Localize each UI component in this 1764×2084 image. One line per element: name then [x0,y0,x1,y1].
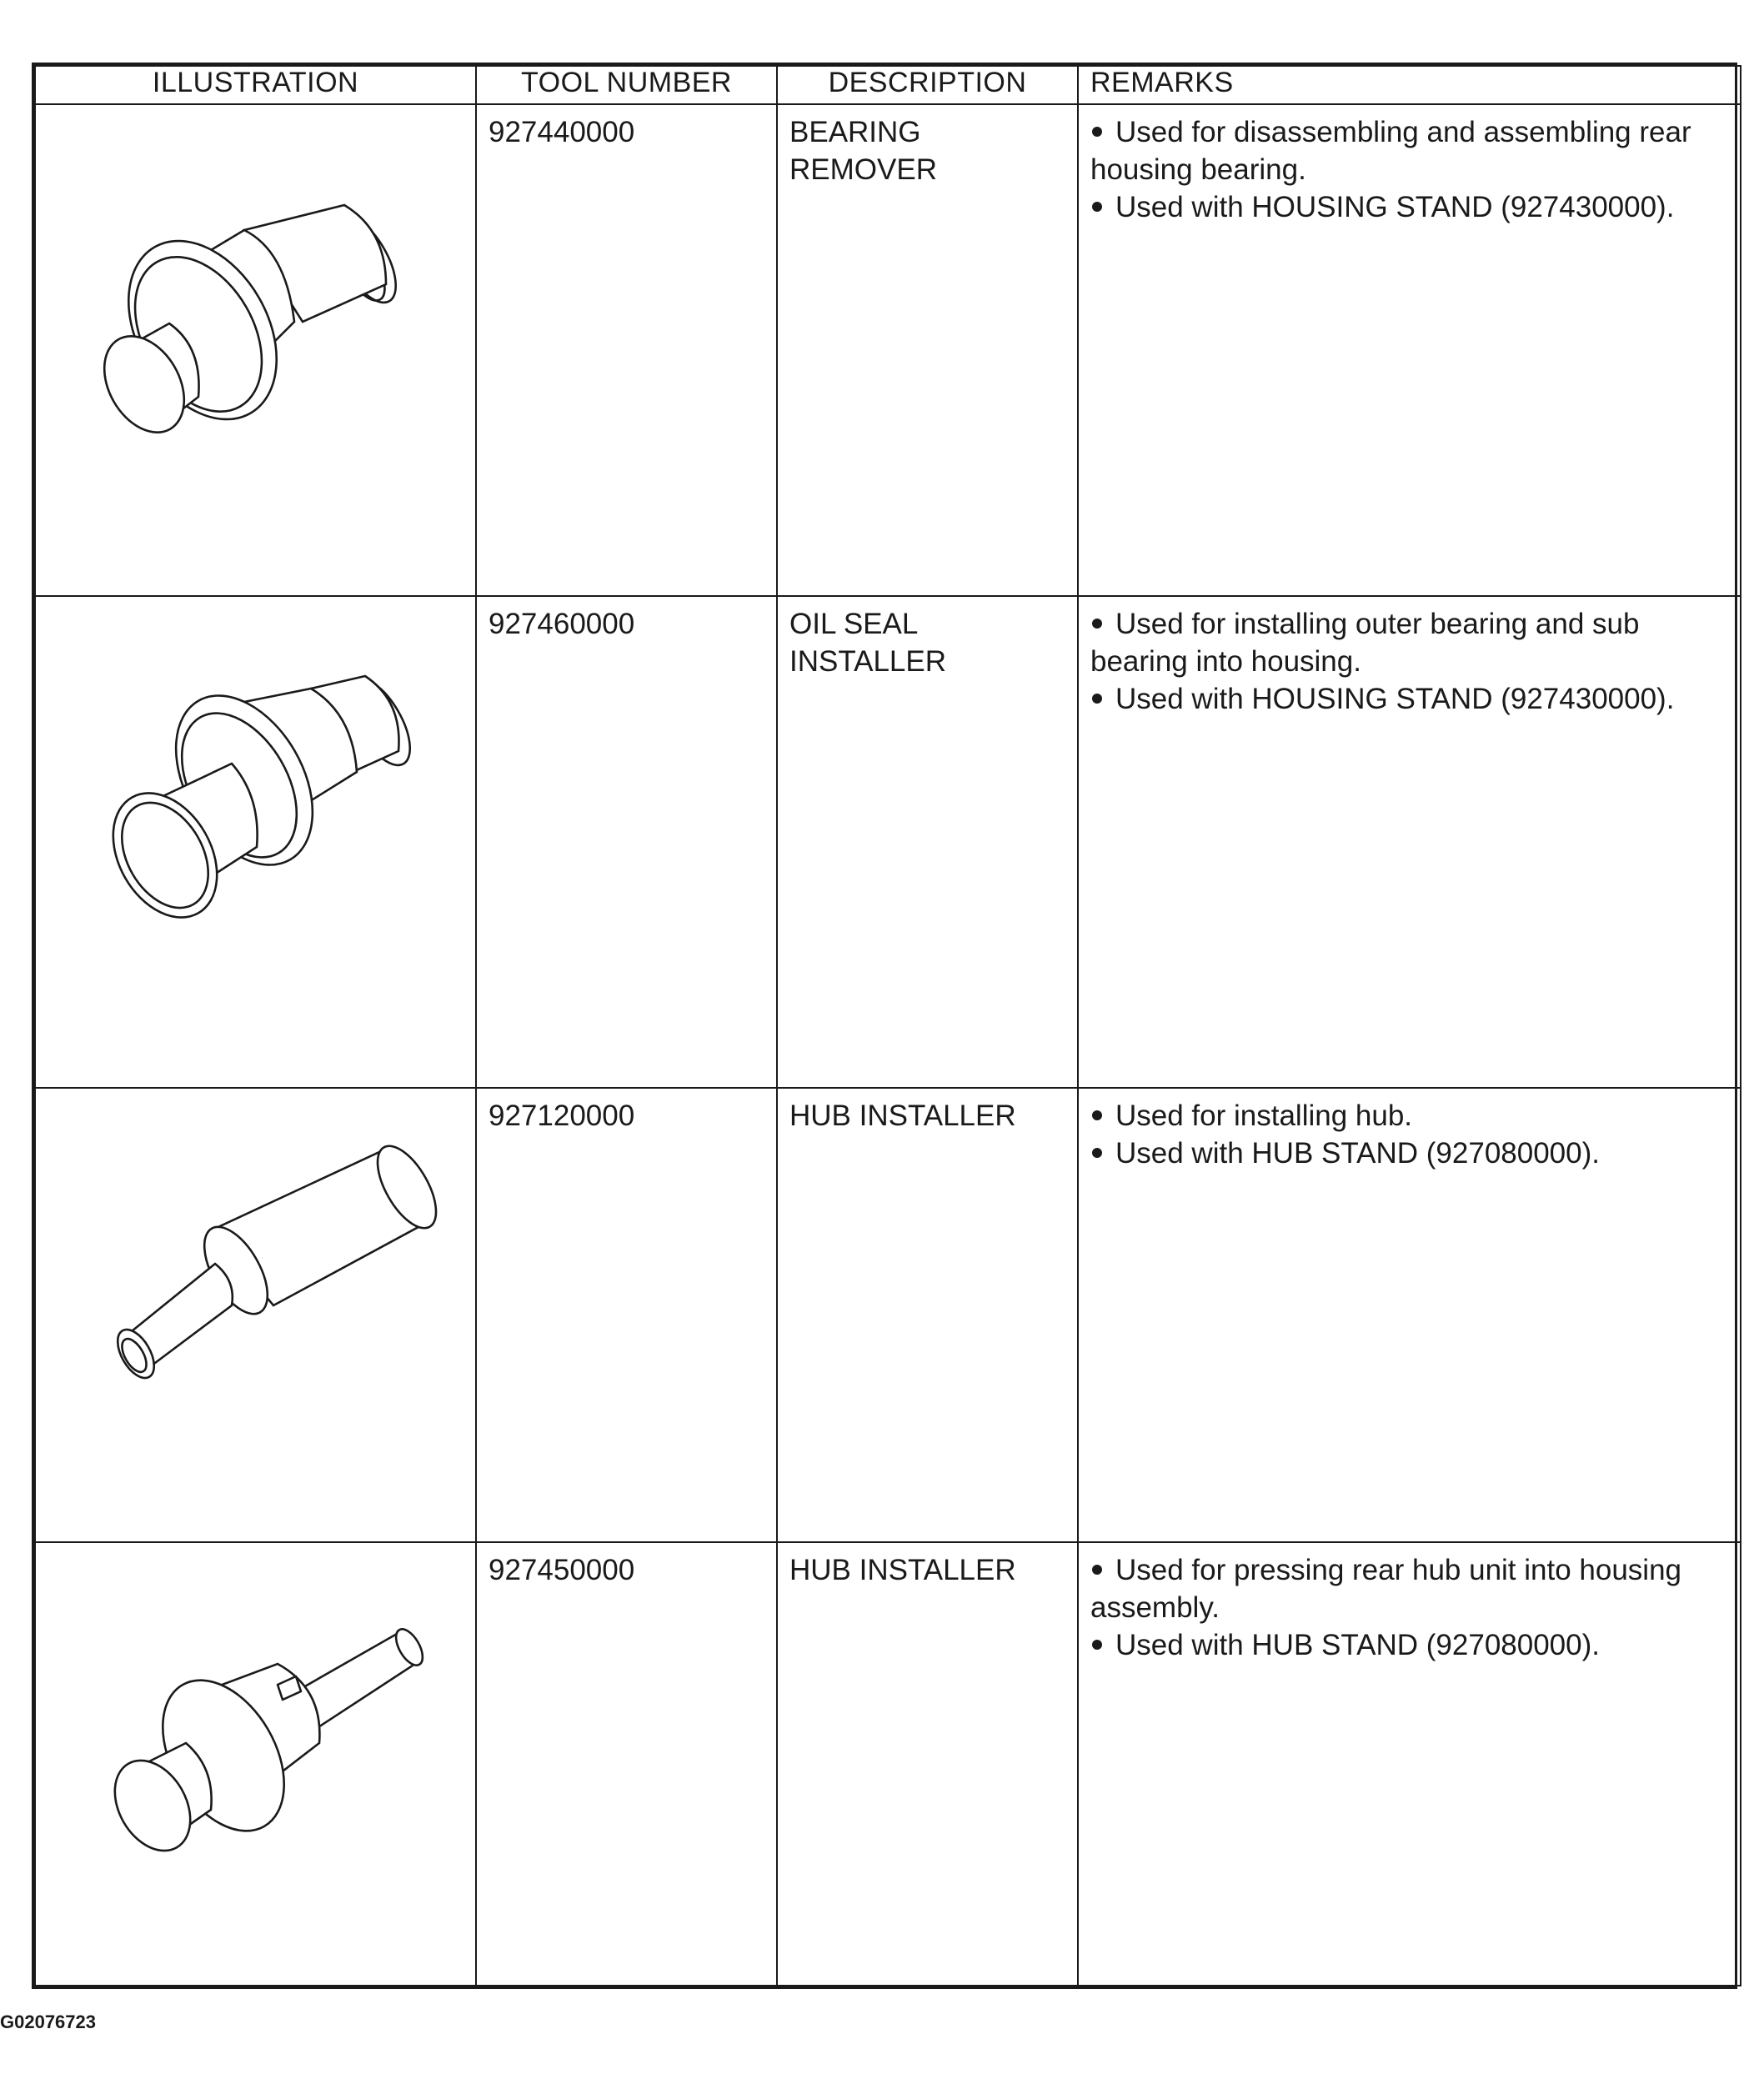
remarks-cell [1078,1542,1741,1986]
table-row [35,1542,1741,1986]
oil-seal-installer-drawing [36,597,477,1089]
remark-item: Used with HUB STAND (927080000). [1090,1626,1728,1664]
description-line: REMOVER [789,153,937,186]
description-cell [777,104,1078,596]
illustration-cell [35,1088,476,1542]
header-illustration: ILLUSTRATION [35,66,476,104]
remarks-cell [1078,1088,1741,1542]
tool-number-cell: 927120000 [476,1088,777,1542]
remark-item: Used with HOUSING STAND (927430000). [1090,188,1728,226]
remarks-cell [1078,596,1741,1088]
remark-item: Used for disassembling and assembling rear housing bearing. [1090,116,1691,186]
illustration-cell [35,596,476,1088]
description-line: HUB INSTALLER [789,1100,1016,1132]
table-row [35,104,1741,596]
remark-item: Used for installing hub. [1090,1097,1728,1135]
table-row [35,596,1741,1088]
bullet-icon [1092,1640,1102,1650]
tool-number-cell: 927440000 [476,104,777,596]
hub-installer-drawing [36,1089,477,1543]
remarks-cell [1078,104,1741,596]
tool-number-cell: 927450000 [476,1542,777,1986]
bearing-remover-drawing [36,105,477,597]
header-row [35,66,1741,104]
remark-item: Used with HUB STAND (927080000). [1090,1135,1728,1172]
description-cell [777,1088,1078,1542]
description-cell [777,596,1078,1088]
bullet-icon [1092,202,1102,212]
header-remarks: REMARKS [1078,66,1741,104]
table-row [35,1088,1741,1542]
illustration-cell [35,104,476,596]
hub-installer-press-drawing [36,1543,477,1993]
tool-number-cell: 927460000 [476,596,777,1088]
description-line: INSTALLER [789,645,947,678]
bullet-icon [1092,1565,1102,1575]
remark-item: Used for pressing rear hub unit into housing assembly. [1090,1554,1682,1624]
description-line: HUB INSTALLER [789,1554,1016,1586]
description-line: OIL SEAL [789,608,919,640]
remark-item: Used with HOUSING STAND (927430000). [1090,680,1728,718]
description-line: BEARING [789,116,921,148]
description-cell [777,1542,1078,1986]
bullet-icon [1092,1148,1102,1158]
illustration-cell [35,1542,476,1986]
bullet-icon [1092,694,1102,704]
bullet-icon [1092,127,1102,137]
header-tool-number: TOOL NUMBER [476,66,777,104]
header-description: DESCRIPTION [777,66,1078,104]
bullet-icon [1092,1110,1102,1120]
special-tools-table [34,65,1741,1986]
bullet-icon [1092,619,1102,629]
special-tools-table-frame [32,63,1737,1989]
remark-item: Used for installing outer bearing and sub bearing into housing. [1090,608,1640,678]
figure-id: G02076723 [0,2011,96,2032]
